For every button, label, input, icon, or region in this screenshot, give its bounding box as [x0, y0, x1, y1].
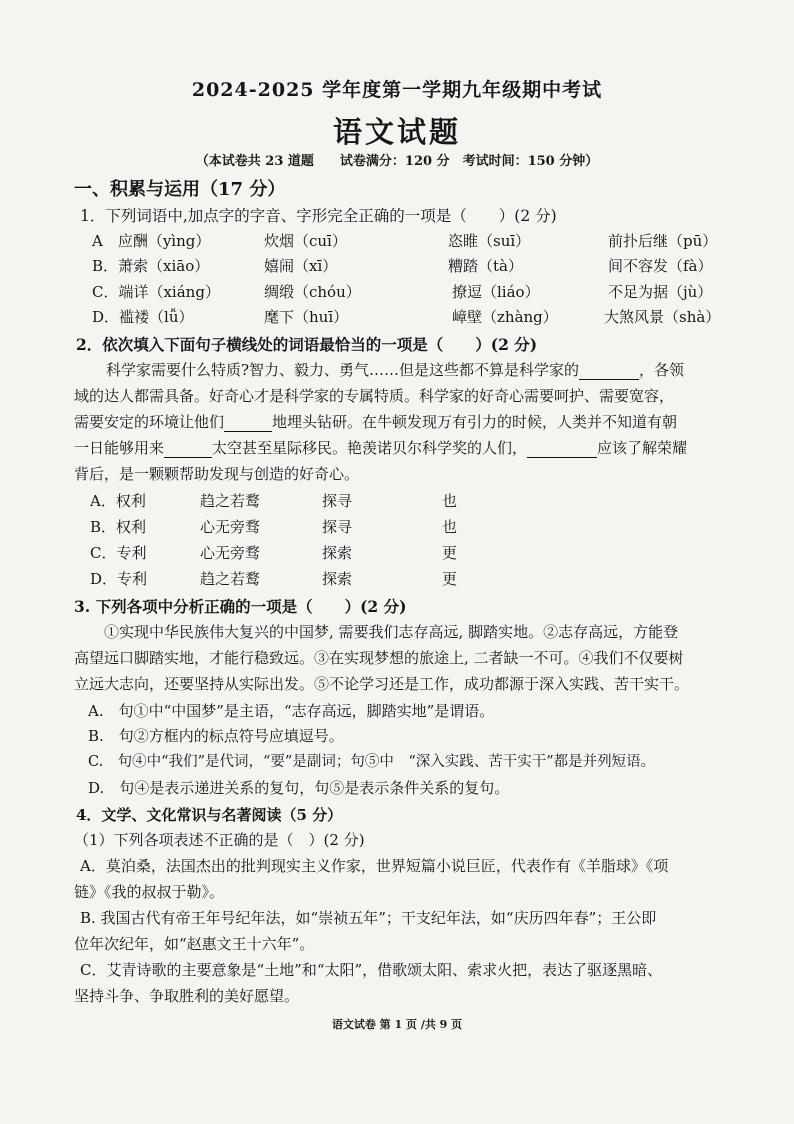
q2-option-d-4: 更	[442, 570, 458, 588]
q2-option-b-2: 心无旁骛	[200, 518, 261, 536]
page-footer: 语文试卷 第 1 页 /共 9 页	[331, 1018, 463, 1031]
question-3-score: ）(2 分)	[344, 597, 407, 616]
question-1-stem	[80, 206, 557, 226]
q3-option-d: D. 句④是表示递进关系的复句，句⑤是表示条件关系的复句。	[88, 779, 510, 797]
q1-option-b-1: B．萧索（xiāo）	[92, 257, 210, 275]
fill-blank	[224, 417, 272, 432]
q2-option-c-3: 探索	[322, 544, 353, 562]
q2-option-b-1: B．权利	[90, 518, 147, 536]
q2-option-c-1: C．专利	[90, 544, 147, 562]
q3-option-a: A. 句①中“中国梦”是主语，“志存高远，脚踏实地”是谓语。	[88, 702, 495, 720]
q2-option-a-4: 也	[442, 492, 458, 510]
q2-option-d-2: 趋之若鹜	[200, 570, 261, 588]
q3-passage-line-2: 高望远口脚踏实地，才能行稳致远。③在实现梦想的旅途上, 二者缺一不可。④我们不仅要树	[74, 649, 684, 667]
q2-passage-line-4: 一日能够用来 太空甚至星际移民。艳羡诺贝尔科学奖的人们， 应该了解荣耀	[74, 439, 688, 457]
q2-option-d-1: D．专利	[90, 570, 148, 588]
question-3-stem	[74, 597, 406, 617]
q4-option-c-line-2: 坚持斗争、争取胜利的美好愿望。	[74, 987, 300, 1005]
q1-option-d-4: 大煞风景（shà）	[604, 308, 721, 326]
q2-passage-line-2: 域的达人都需具备。好奇心才是科学家的专属特质。科学家的好奇心需要呵护、需要宽容，	[74, 387, 675, 405]
q1-option-b-3: 糟踏（tà）	[448, 257, 523, 275]
exam-subject-title: 语文试题	[332, 115, 461, 149]
fill-blank	[579, 365, 639, 380]
q1-option-a-2: 炊烟（cuī）	[264, 232, 347, 250]
q4-option-b-line-2: 位年次纪年，如“赵惠文王十六年”。	[74, 935, 315, 953]
q4-option-b-line-1: B. 我国古代有帝王年号纪年法，如“崇祯五年”；干支纪年法，如“庆历四年春”；王公即	[80, 909, 657, 927]
q4-option-c-line-1: C．艾青诗歌的主要意象是“土地”和“太阳”，借歌颂太阳、索求火把，表达了驱逐黑暗、	[80, 961, 663, 979]
q3-option-b: B. 句②方框内的标点符号应填逗号。	[88, 727, 344, 745]
section-heading: 一、积累与运用（17 分）	[74, 179, 286, 200]
q2-option-b-4: 也	[442, 518, 458, 536]
q4-option-a-line-1: A．莫泊桑，法国杰出的批判现实主义作家，世界短篇小说巨匠，代表作有《羊脂球》《项	[80, 857, 669, 875]
question-2-score: ）(2 分)	[475, 335, 538, 354]
q1-option-c-3: 撩逗（liáo）	[452, 283, 540, 301]
q1-option-a-3: 恣睢（suī）	[448, 232, 531, 250]
q1-option-d-3: 嶂壁（zhàng）	[452, 308, 558, 326]
q1-option-b-4: 间不容发（fà）	[608, 257, 713, 275]
q3-passage-line-1: ①实现中华民族伟大复兴的中国梦, 需要我们志存高远, 脚踏实地。②志存高远，方能登	[104, 623, 679, 641]
q2-option-a-1: A．权利	[90, 492, 146, 510]
q4-subquestion-1: （1）下列各项表述不正确的是（ ）(2 分)	[74, 831, 365, 849]
q1-option-d-1: D．褴褛（lǚ）	[92, 308, 194, 326]
q1-option-c-4: 不足为据（jù）	[608, 283, 713, 301]
exam-info-line: （本试卷共 23 道题 试卷满分：120 分 考试时间：150 分钟）	[195, 154, 599, 169]
q2-option-d-3: 探索	[322, 570, 353, 588]
q2-passage-line-5: 背后，是一颗颗帮助发现与创造的好奇心。	[74, 465, 360, 483]
question-2-text: 2．依次填入下面句子横线处的词语最恰当的一项是（	[76, 335, 444, 354]
fill-blank	[164, 443, 212, 458]
q3-option-c: C. 句④中“我们”是代词，“要”是副词；句⑤中 “深入实践、苦干实干”都是并列短语。	[88, 754, 656, 770]
q1-option-c-1: C．端详（xiáng）	[92, 283, 220, 301]
q2-option-b-3: 探寻	[322, 518, 353, 536]
q2-passage-line-1: 科学家需要什么特质?智力、毅力、勇气……但是这些都不算是科学家的 ，各领	[106, 361, 685, 379]
q1-option-b-2: 嬉闹（xī）	[264, 257, 338, 275]
q1-option-d-2: 麾下（huī）	[264, 308, 349, 326]
q2-option-a-2: 趋之若鹜	[200, 492, 261, 510]
question-3-text: 3. 下列各项中分析正确的一项是（	[74, 597, 313, 616]
q1-option-a-4: 前扑后继（pū）	[608, 232, 718, 250]
q3-passage-line-3: 立远大志向，还要坚持从实际出发。⑤不论学习还是工作，成功都源于深入实践、苦干实干。	[74, 675, 690, 693]
q4-option-a-line-2: 链》《我的叔叔于勒》。	[74, 883, 225, 901]
q2-option-c-4: 更	[442, 544, 458, 562]
question-2-stem	[76, 335, 537, 355]
exam-year-title: 2024-2025 学年度第一学期九年级期中考试	[191, 79, 603, 101]
q2-option-c-2: 心无旁骛	[200, 544, 261, 562]
question-4-stem: 4．文学、文化常识与名著阅读（5 分）	[76, 806, 343, 824]
q1-option-a-1: A 应酬（yìng）	[92, 232, 211, 250]
q2-passage-line-3: 需要安定的环境让他们 地埋头钻研。在牛顿发现万有引力的时候，人类并不知道有朝	[74, 413, 678, 431]
q1-option-c-2: 绸缎（chóu）	[264, 283, 361, 301]
q2-option-a-3: 探寻	[322, 492, 353, 510]
question-1-text: 1．下列词语中,加点字的字音、字形完全正确的一项是（	[80, 207, 467, 225]
question-1-score: ）(2 分)	[498, 207, 557, 225]
fill-blank	[527, 443, 597, 458]
